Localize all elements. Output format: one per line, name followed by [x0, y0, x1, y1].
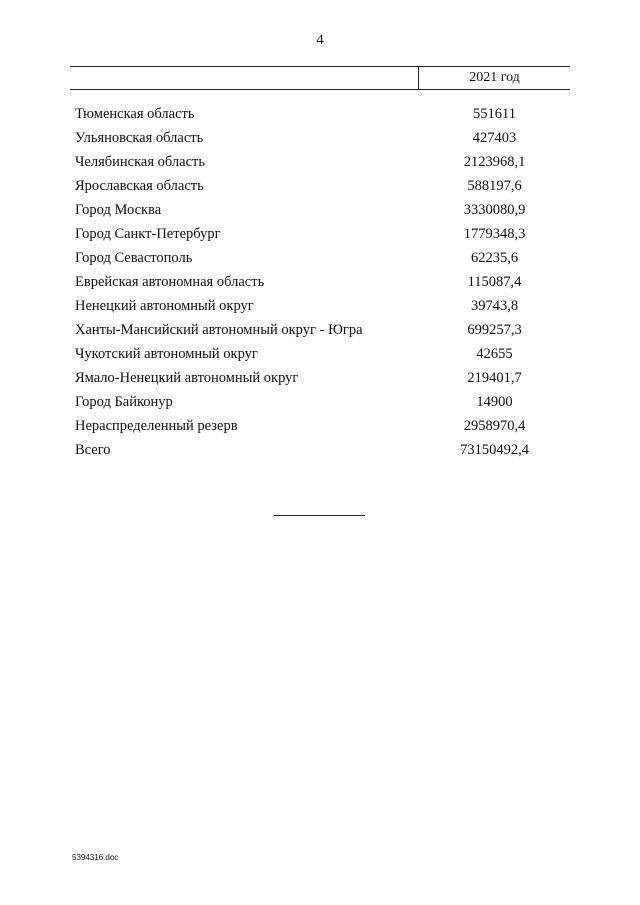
region-value: 219401,7 — [467, 370, 522, 386]
region-value: 62235,6 — [470, 250, 519, 266]
table-row — [75, 130, 570, 154]
table-row — [75, 250, 570, 274]
table-header — [70, 66, 570, 90]
region-value: 39743,8 — [470, 298, 519, 314]
table-row — [75, 226, 570, 250]
region-value: 2958970,4 — [463, 418, 526, 434]
region-name: Тюменская область — [75, 106, 195, 122]
region-name: Нераспределенный резерв — [75, 418, 238, 434]
table-row — [75, 346, 570, 370]
table-row — [75, 178, 570, 202]
region-value: 14900 — [476, 394, 513, 410]
total-value: 73150492,4 — [460, 442, 529, 458]
table-row — [75, 298, 570, 322]
end-of-document-line — [274, 515, 365, 516]
table-row — [75, 154, 570, 178]
region-name: Город Санкт-Петербург — [75, 226, 221, 242]
table-row — [75, 418, 570, 442]
footer-filename: 5394316.doc — [72, 853, 119, 862]
region-value: 115087,4 — [467, 274, 522, 290]
region-value: 588197,6 — [467, 178, 522, 194]
table-row — [75, 274, 570, 298]
table-row — [75, 370, 570, 394]
region-name: Ханты-Мансийский автономный округ - Югра — [75, 322, 363, 338]
region-name: Ульяновская область — [75, 130, 204, 146]
page-number: 4 — [316, 32, 324, 48]
region-value: 1779348,3 — [463, 226, 526, 242]
region-value: 3330080,9 — [463, 202, 526, 218]
table-body — [75, 106, 570, 466]
table-row — [75, 322, 570, 346]
region-name: Ямало-Ненецкий автономный округ — [75, 370, 299, 386]
region-name: Чукотский автономный округ — [75, 346, 258, 362]
column-header-year: 2021 год — [469, 70, 520, 85]
region-value: 2123968,1 — [463, 154, 526, 170]
region-name: Еврейская автономная область — [75, 274, 265, 290]
region-name: Ярославская область — [75, 178, 204, 194]
region-name: Город Москва — [75, 202, 162, 218]
region-value: 427403 — [472, 130, 517, 146]
table-row — [75, 202, 570, 226]
region-value: 551611 — [473, 106, 516, 122]
total-label: Всего — [75, 442, 111, 458]
region-name: Город Севастополь — [75, 250, 193, 266]
region-name: Челябинская область — [75, 154, 205, 170]
region-name: Ненецкий автономный округ — [75, 298, 254, 314]
region-value: 699257,3 — [467, 322, 522, 338]
table-row-total — [75, 442, 570, 466]
region-name: Город Байконур — [75, 394, 173, 410]
region-value: 42655 — [476, 346, 513, 362]
table-row — [75, 394, 570, 418]
table-row — [75, 106, 570, 130]
